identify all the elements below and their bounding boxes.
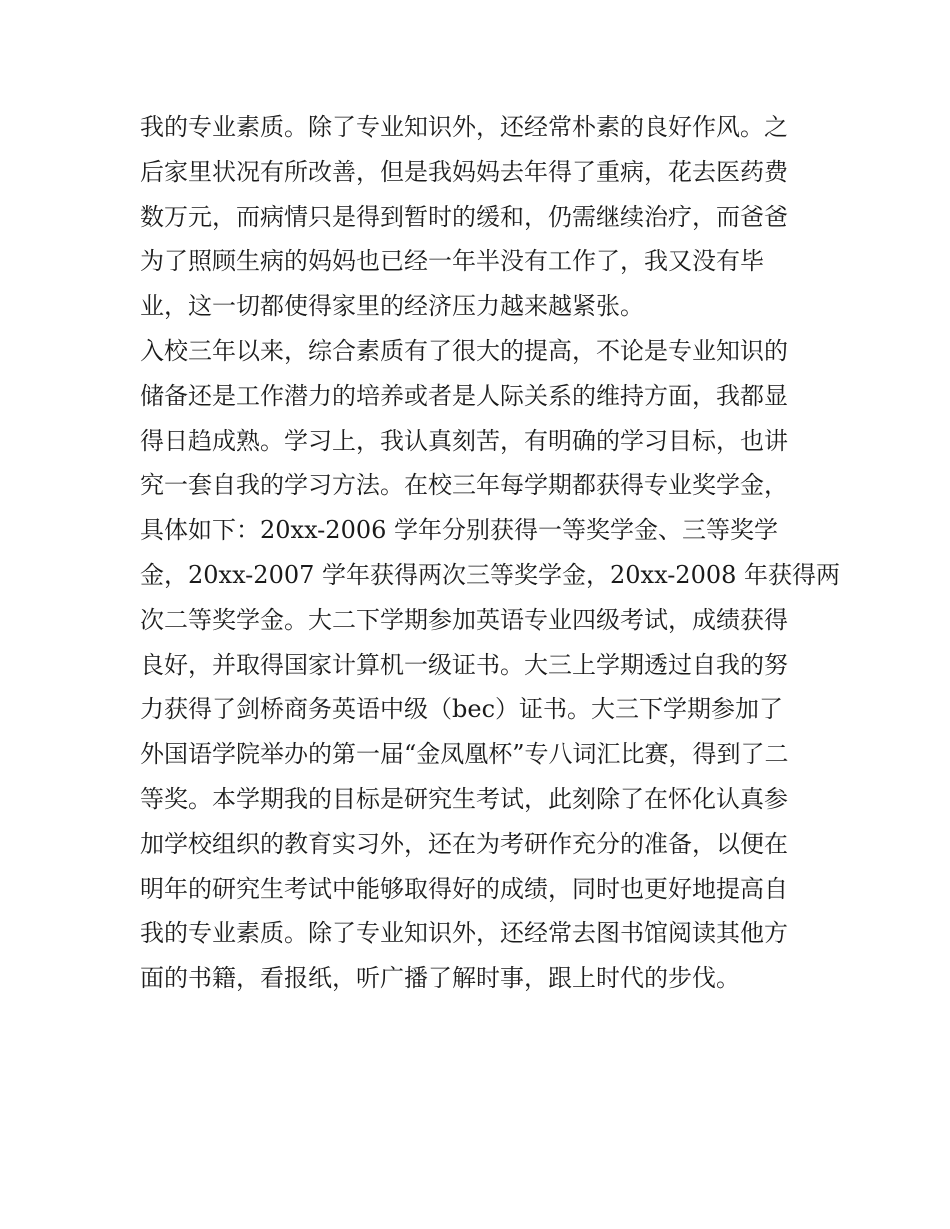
text-line: 金，20xx-2007 学年获得两次三等奖学金，20xx-2008 年获得两 [140,560,841,589]
text-line: 加学校组织的教育实习外，还在为考研作充分的准备，以便在 [140,829,788,858]
text-line: 次二等奖学金。大二下学期参加英语专业四级考试，成绩获得 [140,605,788,634]
text-line: 明年的研究生考试中能够取得好的成绩，同时也更好地提高自 [140,874,788,903]
text-line: 外国语学院举办的第一届“金凤凰杯”专八词汇比赛，得到了二 [140,740,789,769]
text-line: 数万元，而病情只是得到暂时的缓和，仍需继续治疗，而爸爸 [140,202,788,231]
text-line: 入校三年以来，综合素质有了很大的提高，不论是专业知识的 [140,336,788,365]
text-line: 后家里状况有所改善，但是我妈妈去年得了重病，花去医药费 [140,157,788,186]
text-line: 究一套自我的学习方法。在校三年每学期都获得专业奖学金， [140,471,788,500]
text-line: 力获得了剑桥商务英语中级（bec）证书。大三下学期参加了 [140,695,784,724]
text-line: 我的专业素质。除了专业知识外，还经常朴素的良好作风。之 [140,113,788,141]
body-text [140,106,841,1002]
text-line: 为了照顾生病的妈妈也已经一年半没有工作了，我又没有毕 [140,247,764,276]
text-line: 良好，并取得国家计算机一级证书。大三上学期透过自我的努 [140,650,788,679]
text-line: 储备还是工作潜力的培养或者是人际关系的维持方面，我都显 [140,381,788,410]
text-line: 面的书籍，看报纸，听广播了解时事，跟上时代的步伐。 [140,964,740,993]
text-line: 得日趋成熟。学习上，我认真刻苦，有明确的学习目标，也讲 [140,426,788,455]
text-line: 具体如下：20xx-2006 学年分别获得一等奖学金、三等奖学 [140,516,779,545]
text-line: 等奖。本学期我的目标是研究生考试，此刻除了在怀化认真参 [140,784,788,813]
text-line: 我的专业素质。除了专业知识外，还经常去图书馆阅读其他方 [140,919,788,948]
text-line: 业，这一切都使得家里的经济压力越来越紧张。 [140,292,644,321]
